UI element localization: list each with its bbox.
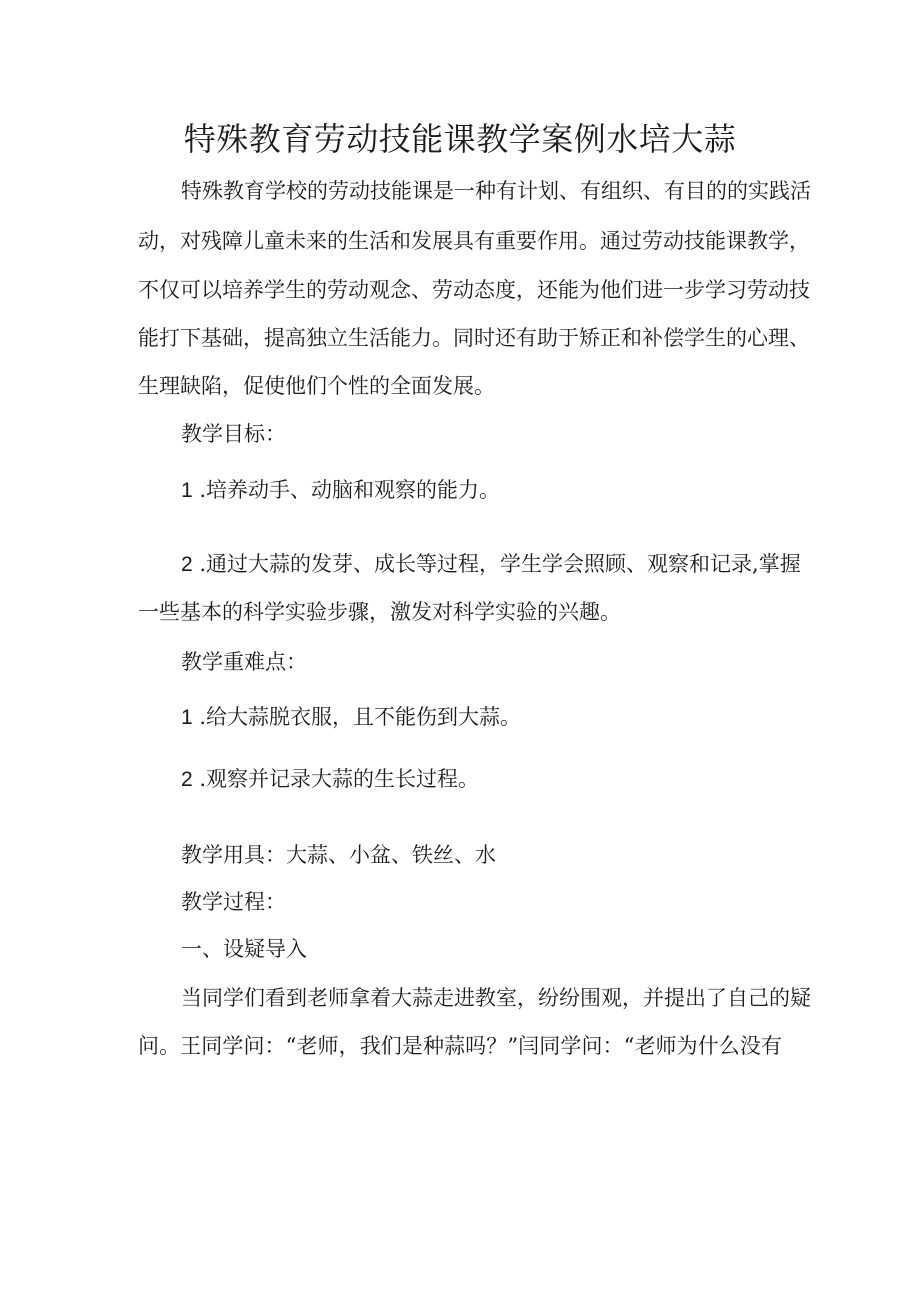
intro-paragraph-line: 生理缺陷，促使他们个性的全面发展。	[138, 374, 495, 398]
goal-item-1-number: 1	[181, 479, 193, 502]
section-1-heading: 一、设疑导入	[181, 937, 307, 961]
difficulty-item-1-text: .给大蒜脱衣服，且不能伤到大蒜。	[199, 705, 522, 729]
process-heading: 教学过程：	[181, 890, 286, 914]
intro-paragraph-line: 特殊教育学校的劳动技能课是一种有计划、有组织、有目的的实践活	[181, 179, 811, 203]
goal-item-2	[181, 549, 801, 580]
story-paragraph-line: 当同学们看到老师拿着大蒜走进教室，纷纷围观，并提出了自己的疑	[181, 986, 811, 1010]
difficulty-item-1	[181, 702, 521, 733]
intro-paragraph-line: 能打下基础，提高独立生活能力。同时还有助于矫正和补偿学生的心理、	[138, 326, 810, 350]
intro-paragraph-line: 动，对残障儿童未来的生活和发展具有重要作用。通过劳动技能课教学，	[138, 229, 810, 253]
goal-item-1-text: .培养动手、动脑和观察的能力。	[199, 478, 501, 502]
goal-item-1	[181, 475, 500, 506]
difficulty-item-2-number: 2	[181, 768, 193, 791]
difficulty-item-2-text: .观察并记录大蒜的生长过程。	[199, 767, 480, 791]
document-title: 特殊教育劳动技能课教学案例水培大蒜	[183, 120, 737, 158]
tools-line: 教学用具：大蒜、小盆、铁丝、水	[181, 843, 496, 867]
story-paragraph-line: 问。王同学问：“老师，我们是种蒜吗？”闫同学问：“老师为什么没有	[138, 1034, 782, 1058]
goals-heading: 教学目标：	[181, 422, 286, 446]
goal-item-2-continuation: 一些基本的科学实验步骤，激发对科学实验的兴趣。	[138, 600, 621, 624]
difficulty-item-2	[181, 764, 479, 795]
difficulty-heading: 教学重难点：	[181, 650, 307, 674]
difficulty-item-1-number: 1	[181, 706, 193, 729]
intro-paragraph-line: 不仅可以培养学生的劳动观念、劳动态度，还能为他们进一步学习劳动技	[138, 278, 810, 302]
goal-item-2-text: .通过大蒜的发芽、成长等过程，学生学会照顾、观察和记录,掌握	[199, 552, 801, 576]
goal-item-2-number: 2	[181, 553, 193, 576]
